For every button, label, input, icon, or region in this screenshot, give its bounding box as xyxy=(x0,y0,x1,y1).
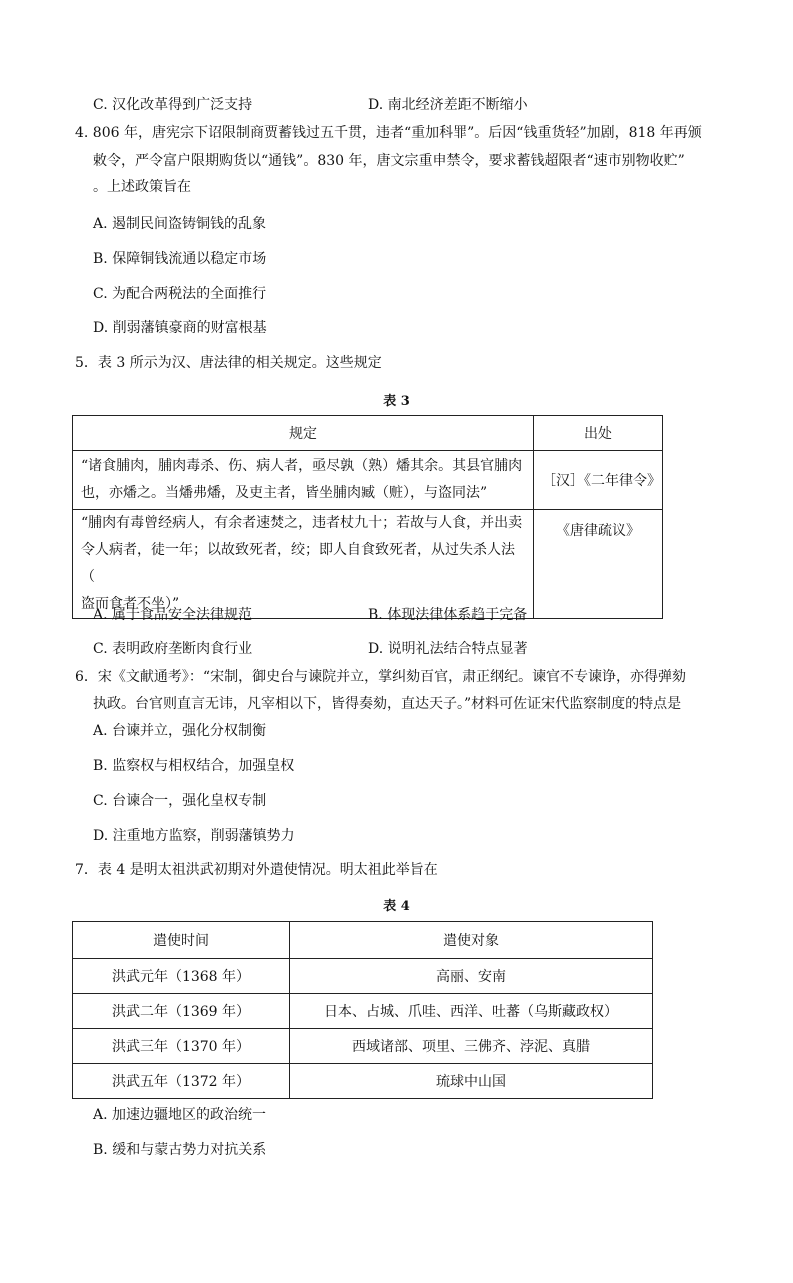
q7-stem: 7．表 4 是明太祖洪武初期对外遣使情况。明太祖此举旨在 xyxy=(75,862,438,878)
q4-stem-line-2: 敕令，严令富户限期购货以“通钱”。830 年，唐文宗重申禁令，要求蓄钱超限者“速市别物收贮” xyxy=(93,153,685,169)
q7-option-b: B. 缓和与蒙古势力对抗关系 xyxy=(93,1142,267,1158)
q4-option-b: B. 保障铜钱流通以稳定市场 xyxy=(93,251,267,267)
table-3-row-1-rule xyxy=(73,451,534,510)
q6-option-c: C. 台谏合一，强化皇权专制 xyxy=(93,793,267,809)
q5-option-d: D. 说明礼法结合特点显著 xyxy=(368,641,528,657)
table-3-header-source: 出处 xyxy=(534,416,663,451)
table-3-row-2-rule xyxy=(73,510,534,619)
q4-option-a: A. 遏制民间盗铸铜钱的乱象 xyxy=(93,216,267,232)
table-4-caption: 表 4 xyxy=(383,899,410,914)
table-3-row-1-source: ［汉］《二年律令》 xyxy=(534,451,663,510)
rule-1-line-1: “诸食脯肉，脯肉毒杀、伤、病人者，亟尽孰（熟）燔其余。其县官脯肉 xyxy=(81,458,523,474)
q4-option-d: D. 削弱藩镇豪商的财富根基 xyxy=(93,320,267,336)
q6-option-d: D. 注重地方监察，削弱藩镇势力 xyxy=(93,828,295,844)
table-4-row-4-target: 琉球中山国 xyxy=(290,1064,653,1099)
rule-1-line-2: 也，亦燔之。当燔弗燔，及吏主者，皆坐脯肉臧（赃），与盗同法” xyxy=(81,485,488,501)
table-4-row-2-target: 日本、占城、爪哇、西洋、吐蕃（乌斯藏政权） xyxy=(290,994,653,1029)
table-3-row-2-source: 《唐律疏议》 xyxy=(534,510,663,619)
table-4-row-3-target: 西域诸部、项里、三佛齐、浡泥、真腊 xyxy=(290,1029,653,1064)
rule-2-line-3: 盗而食者不坐）” xyxy=(81,596,180,612)
table-3-caption: 表 3 xyxy=(383,394,410,409)
table-4-header-time: 遣使时间 xyxy=(73,922,290,959)
q4-stem-line-1: 4. 806 年，唐宪宗下诏限制商贾蓄钱过五千贯，违者“重加科罪”。后因“钱重货轻”加剧，818 年再颁 xyxy=(75,125,702,141)
q3-option-d: D. 南北经济差距不断缩小 xyxy=(368,97,528,113)
q6-stem-line-1: 6．宋《文献通考》：“宋制，御史台与谏院并立，掌纠劾百官，肃正纲纪。谏官不专谏诤，亦得弹劾 xyxy=(75,669,687,685)
table-4-header-target: 遣使对象 xyxy=(290,922,653,959)
rule-2-line-2: 令人病者，徒一年；以故致死者，绞；即人自食致死者，从过失杀人法（ xyxy=(81,542,515,585)
table-4-row-4-time: 洪武五年（1372 年） xyxy=(73,1064,290,1099)
table-4-row-2-time: 洪武二年（1369 年） xyxy=(73,994,290,1029)
table-3 xyxy=(72,415,663,619)
table-4-row-1-target: 高丽、安南 xyxy=(290,959,653,994)
table-4-row-3-time: 洪武三年（1370 年） xyxy=(73,1029,290,1064)
q5-option-c: C. 表明政府垄断肉食行业 xyxy=(93,641,253,657)
q4-stem-line-3: 。上述政策旨在 xyxy=(93,179,191,195)
q5-option-b: B. 体现法律体系趋于完备 xyxy=(368,607,528,623)
q5-option-a: A. 属于食品安全法律规范 xyxy=(93,607,253,623)
q7-option-a: A. 加速边疆地区的政治统一 xyxy=(93,1107,267,1123)
rule-2-line-1: “脯肉有毒曾经病人，有余者速焚之，违者杖九十；若故与人食，并出卖 xyxy=(81,515,523,531)
table-4 xyxy=(72,921,653,1099)
q6-stem-line-2: 执政。台官则直言无讳，凡宰相以下，皆得奏劾，直达天子。”材料可佐证宋代监察制度的特点是 xyxy=(93,696,682,712)
q3-option-c: C. 汉化改革得到广泛支持 xyxy=(93,97,253,113)
table-4-row-1-time: 洪武元年（1368 年） xyxy=(73,959,290,994)
q6-option-a: A. 台谏并立，强化分权制衡 xyxy=(93,723,267,739)
table-3-header-rule: 规定 xyxy=(73,416,534,451)
q6-option-b: B. 监察权与相权结合，加强皇权 xyxy=(93,758,295,774)
q5-stem: 5．表 3 所示为汉、唐法律的相关规定。这些规定 xyxy=(75,355,382,371)
q4-option-c: C. 为配合两税法的全面推行 xyxy=(93,286,267,302)
